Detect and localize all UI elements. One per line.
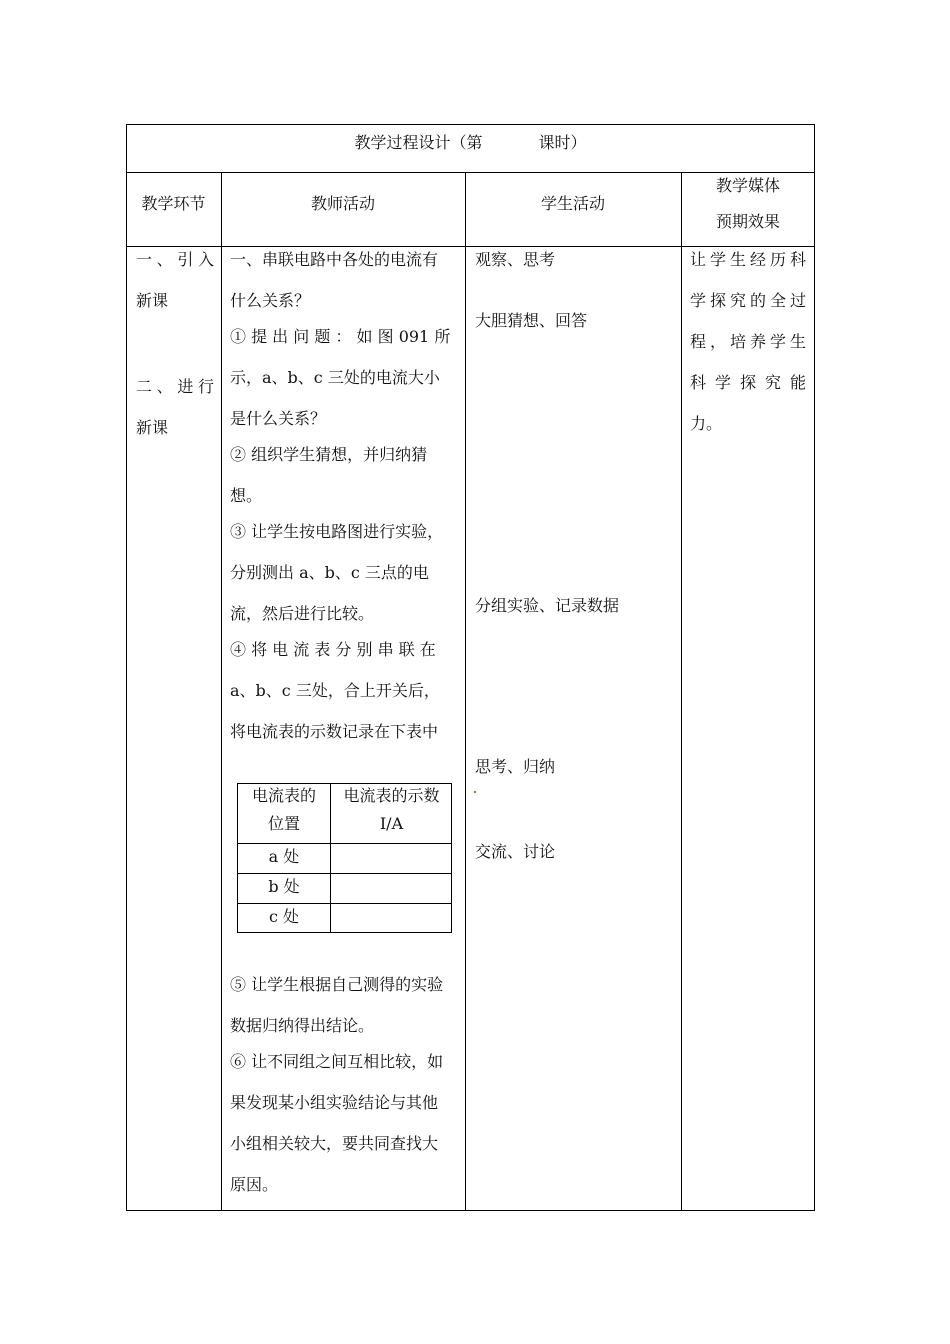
teacher-line: 小组相关较大，要共同查找大 <box>230 1134 439 1153</box>
inner-header-reading-line2: I/A <box>379 814 404 833</box>
teacher-line: ③ 让学生按电路图进行实验， <box>230 522 444 541</box>
column-divider <box>681 172 682 1211</box>
student-activity: 观察、思考 <box>475 250 556 269</box>
teacher-line: ⑤ 让学生根据自己测得的实验 <box>230 975 444 994</box>
teacher-line: 想。 <box>230 486 263 505</box>
teacher-line: 是什么关系？ <box>230 409 327 428</box>
inner-row-position: a 处 <box>268 847 300 866</box>
media-line: 科 学 探 究 能 <box>690 373 806 392</box>
stage-2-line-1: 二、进行 <box>136 377 214 396</box>
header-teacher: 教师活动 <box>310 194 375 213</box>
stray-mark <box>474 791 476 793</box>
teacher-line: a、b、c 三处，合上开关后， <box>230 681 440 700</box>
header-media-line1: 教学媒体 <box>715 176 780 195</box>
teacher-line: 数据归纳得出结论。 <box>230 1016 375 1035</box>
teacher-line: 果发现某小组实验结论与其他 <box>230 1093 439 1112</box>
inner-header-position-line2: 位置 <box>267 814 300 833</box>
student-activity: 分组实验、记录数据 <box>475 596 620 615</box>
stage-1-line-2: 新课 <box>136 291 169 310</box>
media-line: 让学生经历科 <box>690 250 806 269</box>
teacher-line: 将电流表的示数记录在下表中 <box>230 722 439 741</box>
table-rule <box>126 172 815 173</box>
table-title: 教学过程设计（第 课时） <box>354 133 587 152</box>
teacher-line: ④ 将 电 流 表 分 别 串 联 在 <box>230 640 436 659</box>
lesson-table <box>126 124 815 1211</box>
inner-row-position: c 处 <box>268 907 300 926</box>
media-line: 力。 <box>690 414 723 433</box>
teacher-line: 原因。 <box>230 1175 279 1194</box>
column-divider <box>465 172 466 1211</box>
student-activity: 交流、讨论 <box>475 842 556 861</box>
teacher-line: ② 组织学生猜想，并归纳猜 <box>230 445 428 464</box>
inner-row-position: b 处 <box>268 877 300 896</box>
stage-2-line-2: 新课 <box>136 418 169 437</box>
header-stage: 教学环节 <box>141 194 206 213</box>
teacher-line: 分别测出 a、b、c 三点的电 <box>230 563 429 582</box>
teacher-line: ① 提 出 问 题 ： 如 图 091 所 <box>230 327 451 346</box>
header-student: 学生活动 <box>540 194 605 213</box>
student-activity: 思考、归纳 <box>475 757 556 776</box>
media-line: 学探究的全过 <box>690 291 806 310</box>
teacher-line: 什么关系？ <box>230 291 311 310</box>
teacher-line: 示，a、b、c 三处的电流大小 <box>230 368 440 387</box>
current-reading-table <box>237 783 452 933</box>
inner-header-position-line1: 电流表的 <box>251 786 316 805</box>
teacher-line: 流，然后进行比较。 <box>230 604 375 623</box>
column-divider <box>221 172 222 1211</box>
media-line: 程，培养学生 <box>690 332 806 351</box>
student-activity: 大胆猜想、回答 <box>475 311 588 330</box>
header-media-line2: 预期效果 <box>715 212 780 231</box>
stage-1-line-1: 一、引入 <box>136 250 214 269</box>
table-rule <box>126 246 815 247</box>
inner-header-reading-line1: 电流表的示数 <box>343 786 440 805</box>
teacher-line: ⑥ 让不同组之间互相比较，如 <box>230 1052 444 1071</box>
teacher-line: 一、串联电路中各处的电流有 <box>230 250 439 269</box>
